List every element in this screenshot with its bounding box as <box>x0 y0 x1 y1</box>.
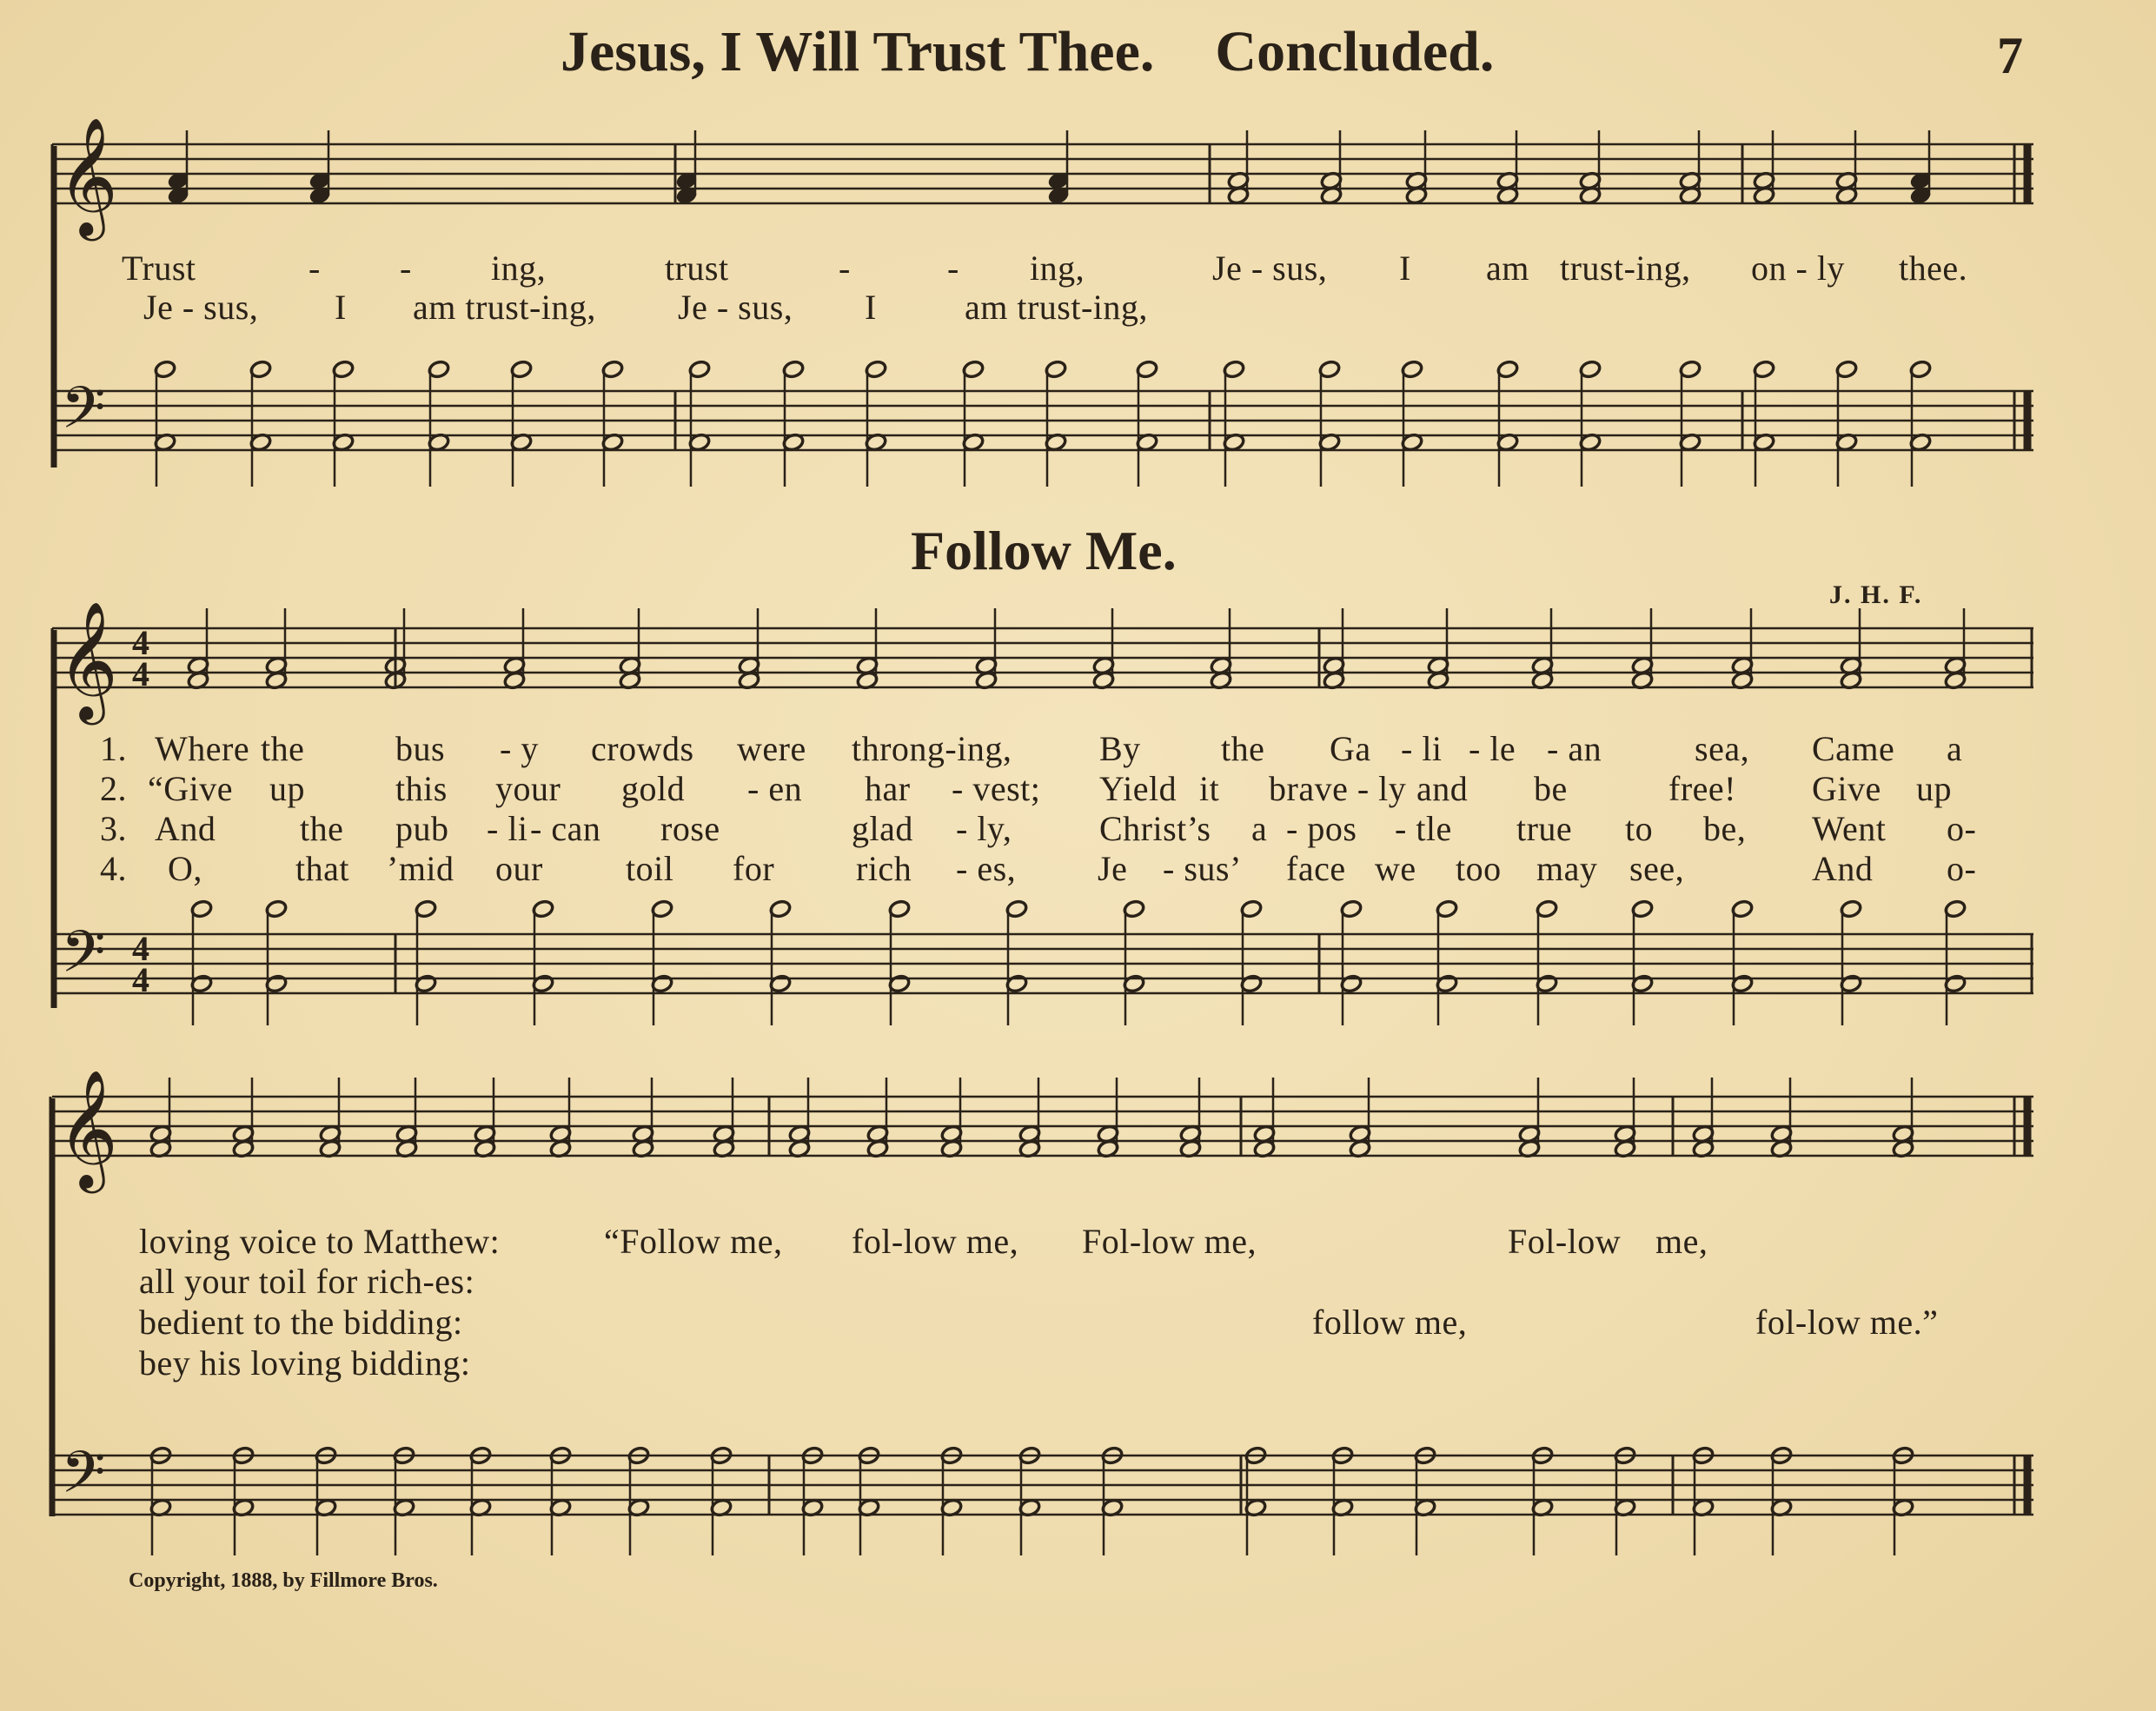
system-1-bass-staff <box>52 391 2033 450</box>
refrain-word: Fol-low <box>1508 1222 1622 1261</box>
verse-syllable: pub <box>395 809 449 848</box>
verse-continuation: bedient to the bidding: <box>139 1303 463 1342</box>
verse-syllable: - an <box>1547 729 1602 768</box>
verse-syllable: throng-ing, <box>852 729 1012 768</box>
lyric-syllable: am <box>1486 249 1529 288</box>
verse-syllable: - li <box>487 809 528 848</box>
verse-continuation: loving voice to Matthew: <box>139 1222 501 1261</box>
bass-clef-icon: 𝄢 <box>61 919 106 999</box>
verse-syllable: toil <box>626 849 674 888</box>
treble-clef-icon: 𝄞 <box>57 600 118 720</box>
verse-syllable: free! <box>1668 769 1736 808</box>
refrain-word: follow me, <box>1312 1303 1468 1342</box>
verse-syllable: o- <box>1947 849 1977 888</box>
verse-syllable: for <box>733 849 775 888</box>
verse-number: 2. <box>100 769 127 808</box>
verse-syllable: rich <box>856 849 912 888</box>
verse-syllable: o- <box>1947 809 1977 848</box>
verse-syllable: were <box>737 729 806 768</box>
lyric-syllable: trust <box>665 249 729 288</box>
verse-syllable: By <box>1099 729 1141 768</box>
lyric-syllable: Je - sus, <box>678 288 793 327</box>
verse-syllable: - tle <box>1395 809 1452 848</box>
verse-syllable: and <box>1416 769 1469 808</box>
verse-syllable: brave - ly <box>1269 769 1407 808</box>
verse-number: 4. <box>100 849 127 888</box>
system-3-bass-staff <box>52 1456 2033 1515</box>
verse-syllable: to <box>1625 809 1654 848</box>
verse-syllable: Christ’s <box>1099 809 1211 848</box>
time-signature-top: 4 <box>132 623 149 662</box>
verse-syllable: this <box>395 769 448 808</box>
system-2-treble-staff <box>52 628 2033 687</box>
lyric-syllable: I <box>865 288 877 327</box>
verse-syllable: be <box>1534 769 1568 808</box>
bass-clef-icon: 𝄢 <box>61 1439 106 1520</box>
refrain-word: fol-low me, <box>852 1222 1019 1261</box>
verse-syllable: - en <box>747 769 803 808</box>
copyright-notice: Copyright, 1888, by Fillmore Bros. <box>129 1569 438 1592</box>
verse-syllable: our <box>495 849 543 888</box>
treble-clef-icon: 𝄞 <box>57 1068 118 1188</box>
verse-syllable: glad <box>852 809 913 848</box>
system-2-bass-staff <box>52 934 2033 993</box>
verse-syllable: the <box>1221 729 1265 768</box>
refrain-word: me, <box>1655 1222 1708 1261</box>
verse-syllable: that <box>295 849 349 888</box>
lyric-syllable: am trust-ing, <box>413 288 596 327</box>
verse-syllable: rose <box>660 809 720 848</box>
verse-syllable: a <box>1251 809 1268 848</box>
treble-clef-icon: 𝄞 <box>57 116 118 235</box>
verse-syllable: har <box>865 769 911 808</box>
verse-syllable: - y <box>500 729 539 768</box>
refrain-word: “Follow me, <box>604 1222 783 1261</box>
time-signature-bottom: 4 <box>132 960 149 999</box>
verse-syllable: the <box>300 809 344 848</box>
lyric-syllable: - <box>839 249 851 288</box>
refrain-word: Fol-low me, <box>1082 1222 1257 1261</box>
verse-syllable: “Give <box>148 769 234 808</box>
lyric-syllable: on - ly <box>1751 249 1845 288</box>
verse-syllable: face <box>1286 849 1346 888</box>
composer-initials: J. H. F. <box>1829 580 1923 609</box>
time-signature-top: 4 <box>132 929 149 968</box>
verse-syllable: - can <box>530 809 601 848</box>
verse-syllable: bus <box>395 729 446 768</box>
verse-syllable: be, <box>1703 809 1747 848</box>
bass-clef-icon: 𝄢 <box>61 375 106 455</box>
verse-syllable: we <box>1375 849 1416 888</box>
refrain-word: fol-low me.” <box>1755 1303 1939 1342</box>
verse-syllable: Give <box>1812 769 1881 808</box>
lyric-syllable: - <box>400 249 412 288</box>
verse-continuation: all your toil for rich-es: <box>139 1262 475 1301</box>
verse-syllable: your <box>495 769 561 808</box>
verse-syllable: crowds <box>591 729 694 768</box>
lyric-syllable: - <box>947 249 959 288</box>
lyric-syllable: thee. <box>1899 249 1968 288</box>
hymn-1-title-suffix: Concluded. <box>1215 20 1495 83</box>
verse-continuation: bey his loving bidding: <box>139 1343 471 1383</box>
verse-syllable: Je <box>1098 849 1128 888</box>
verse-syllable: true <box>1516 809 1573 848</box>
lyric-syllable: ing, <box>1030 249 1085 288</box>
verse-syllable: too <box>1456 849 1502 888</box>
verse-syllable: - ly, <box>956 809 1012 848</box>
lyric-syllable: am trust-ing, <box>965 288 1148 327</box>
time-signature-bottom: 4 <box>132 654 149 693</box>
verse-syllable: Where <box>155 729 250 768</box>
verse-syllable: may <box>1536 849 1598 888</box>
verse-syllable: the <box>261 729 305 768</box>
system-3-treble-staff <box>52 1097 2033 1156</box>
verse-syllable: Yield <box>1099 769 1178 808</box>
verse-syllable: - sus’ <box>1163 849 1242 888</box>
verse-syllable: - pos <box>1286 809 1357 848</box>
verse-syllable: Went <box>1812 809 1887 848</box>
lyric-syllable: - <box>308 249 321 288</box>
verse-syllable: ’mid <box>387 849 454 888</box>
verse-syllable: - le <box>1469 729 1516 768</box>
verse-syllable: - li <box>1401 729 1443 768</box>
lyric-syllable: I <box>1399 249 1411 288</box>
verse-number: 1. <box>100 729 127 768</box>
verse-syllable: Came <box>1812 729 1895 768</box>
verse-syllable: - es, <box>956 849 1017 888</box>
verse-syllable: up <box>1916 769 1952 808</box>
verse-number: 3. <box>100 809 127 848</box>
page-number: 7 <box>1997 27 2023 84</box>
verse-syllable: it <box>1199 769 1220 808</box>
hymn-2-title: Follow Me. <box>911 520 1177 581</box>
hymn-1-title-text: Jesus, I Will Trust Thee. <box>561 20 1155 83</box>
verse-syllable: And <box>1812 849 1874 888</box>
verse-syllable: And <box>155 809 216 848</box>
lyric-syllable: Trust <box>122 249 196 288</box>
system-1-treble-staff <box>52 144 2033 203</box>
verse-syllable: Ga <box>1330 729 1371 768</box>
lyric-syllable: Je - sus, <box>1212 249 1328 288</box>
lyric-syllable: I <box>335 288 347 327</box>
verse-syllable: sea, <box>1695 729 1750 768</box>
lyric-syllable: ing, <box>491 249 547 288</box>
lyric-syllable: trust-ing, <box>1560 249 1691 288</box>
verse-syllable: up <box>269 769 305 808</box>
verse-syllable: gold <box>621 769 686 808</box>
verse-syllable: a <box>1947 729 1963 768</box>
verse-syllable: see, <box>1629 849 1685 888</box>
verse-syllable: O, <box>168 849 202 888</box>
lyric-syllable: Je - sus, <box>143 288 259 327</box>
verse-syllable: - vest; <box>952 769 1041 808</box>
